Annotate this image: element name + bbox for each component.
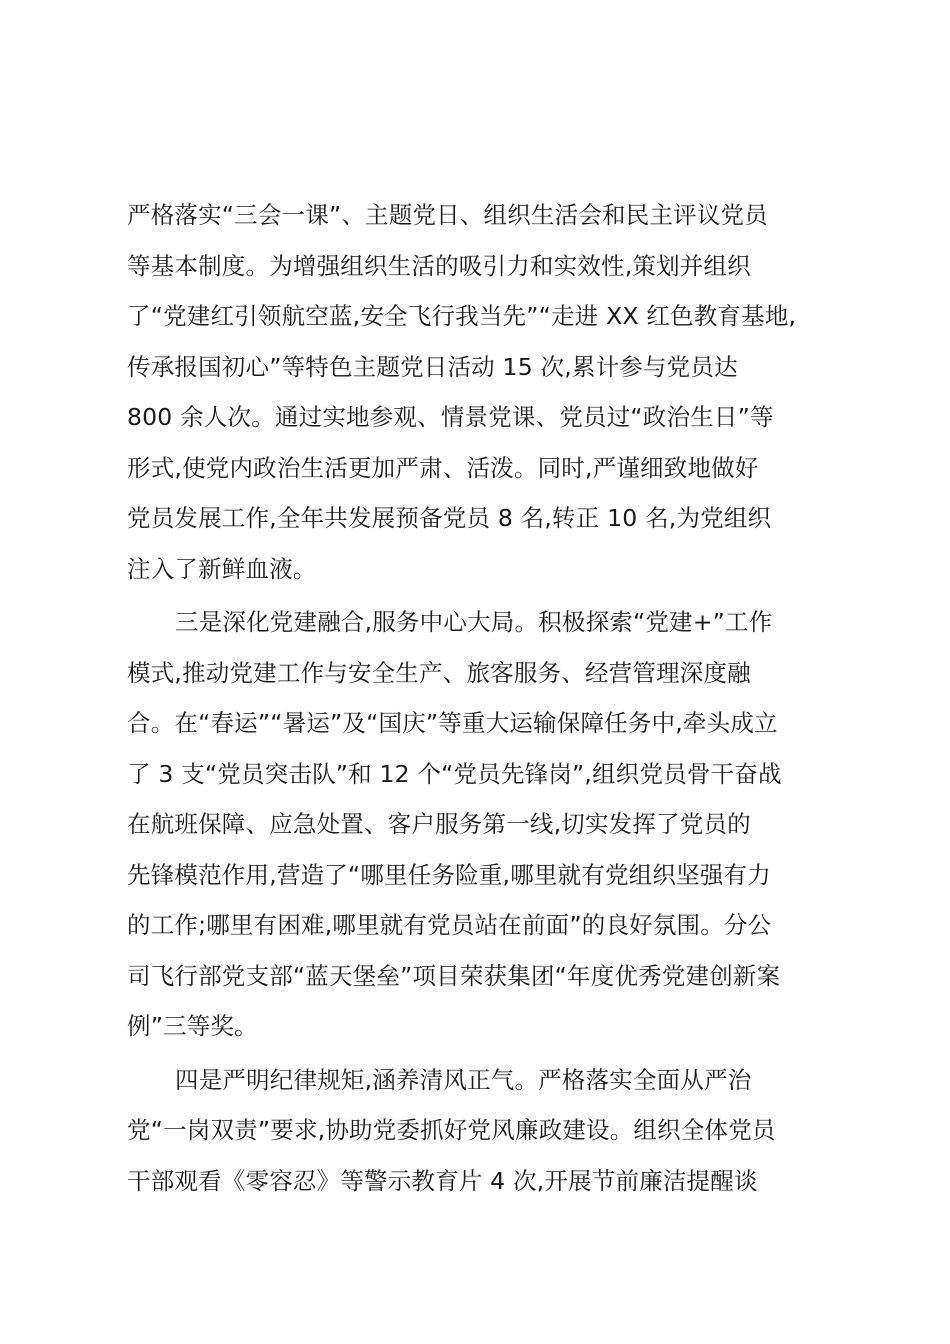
paragraph-organization-life bbox=[127, 190, 827, 594]
text-line: 了 3 支“党员突击队”和 12 个“党员先锋岗”,组织党员骨干奋战 bbox=[127, 759, 782, 788]
text-line: 四是严明纪律规矩,涵养清风正气。严格落实全面从严治 bbox=[175, 1065, 752, 1094]
text-line: 的工作;哪里有困难,哪里就有党员站在前面”的良好氛围。分公 bbox=[127, 911, 772, 939]
text-line: 了“党建红引领航空蓝,安全飞行我当先”“走进 XX 红色教育基地, bbox=[127, 302, 797, 330]
text-line: 党员发展工作,全年共发展预备党员 8 名,转正 10 名,为党组织 bbox=[127, 504, 772, 532]
paragraph-discipline bbox=[127, 1055, 827, 1207]
text-line: 传承报国初心”等特色主题党日活动 15 次,累计参与党员达 bbox=[127, 352, 738, 381]
text-line: 司飞行部党支部“蓝天堡垒”项目荣获集团“年度优秀党建创新案 bbox=[127, 961, 781, 990]
text-line: 形式,使党内政治生活更加严肃、活泼。同时,严谨细致地做好 bbox=[127, 453, 759, 482]
text-line: 在航班保障、应急处置、客户服务第一线,切实发挥了党员的 bbox=[127, 810, 751, 838]
text-line: 严格落实“三会一课”、主题党日、组织生活会和民主评议党员 bbox=[127, 201, 768, 229]
paragraph-party-integration bbox=[127, 597, 827, 1052]
document-body bbox=[127, 190, 827, 1206]
text-line: 等基本制度。为增强组织生活的吸引力和实效性,策划并组织 bbox=[127, 251, 751, 280]
text-line: 合。在“春运”“暑运”及“国庆”等重大运输保障任务中,牵头成立 bbox=[127, 709, 778, 737]
text-line: 800 余人次。通过实地参观、情景党课、党员过“政治生日”等 bbox=[127, 403, 774, 431]
text-line: 干部观看《零容忍》等警示教育片 4 次,开展节前廉洁提醒谈 bbox=[127, 1166, 758, 1195]
text-line: 例”三等奖。 bbox=[127, 1012, 258, 1040]
text-line: 模式,推动党建工作与安全生产、旅客服务、经营管理深度融 bbox=[127, 658, 751, 687]
text-line: 党“一岗双责”要求,协助党委抓好党风廉政建设。组织全体党员 bbox=[127, 1116, 776, 1144]
text-line: 先锋模范作用,营造了“哪里任务险重,哪里就有党组织坚强有力 bbox=[127, 860, 771, 889]
text-line: 注入了新鲜血液。 bbox=[127, 554, 317, 583]
text-line: 三是深化党建融合,服务中心大局。积极探索“党建+”工作 bbox=[175, 608, 773, 636]
